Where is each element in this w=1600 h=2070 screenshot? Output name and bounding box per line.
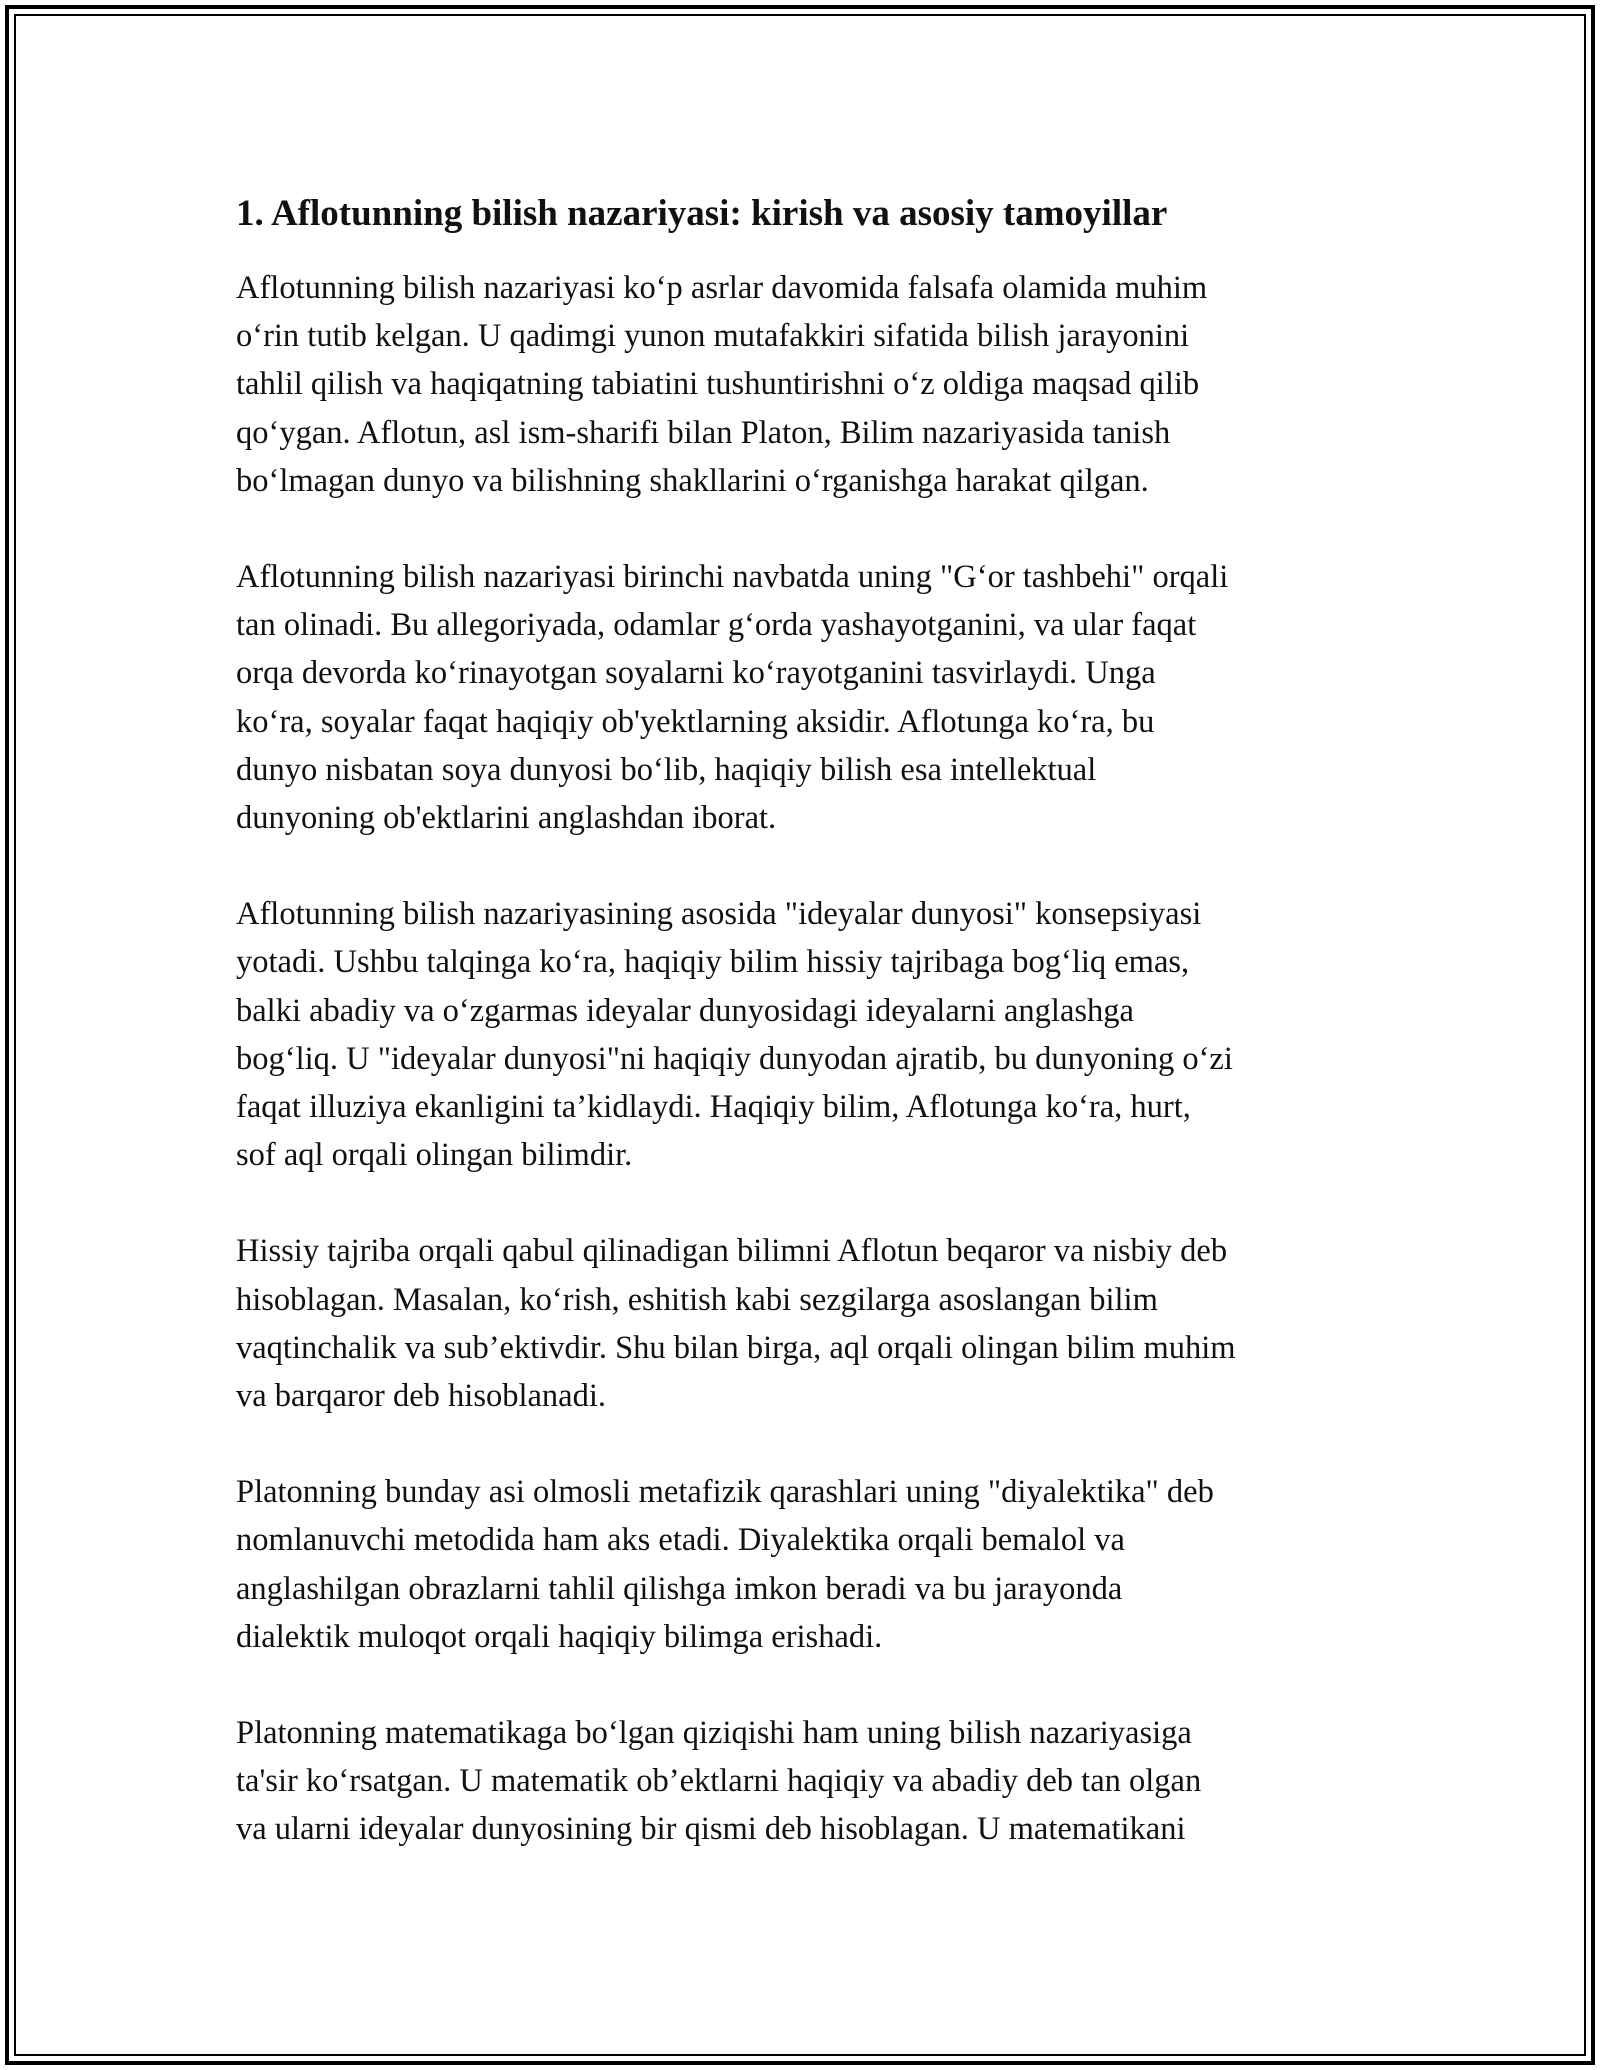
text-line: Platonning bunday asi olmosli metafizik qarashlari uning "diyalektika" deb — [236, 1474, 1214, 1511]
text-line: hisoblagan. Masalan, ko‘rish, eshitish kabi sezgilarga asoslangan bilim — [236, 1281, 1158, 1318]
text-line: ko‘ra, soyalar faqat haqiqiy ob'yektlarning aksidir. Aflotunga ko‘ra, bu — [236, 703, 1155, 740]
text-line: o‘rin tutib kelgan. U qadimgi yunon mutafakkiri sifatida bilish jarayonini — [236, 318, 1190, 355]
paragraph-3 — [236, 890, 1376, 1179]
text-line: Platonning matematikaga bo‘lgan qiziqishi ham uning bilish nazariyasiga — [236, 1715, 1192, 1752]
text-line: Aflotunning bilish nazariyasi ko‘p asrlar davomida falsafa olamida muhim — [236, 270, 1208, 306]
text-line: tan olinadi. Bu allegoriyada, odamlar g‘orda yashayotganini, va ular faqat — [236, 607, 1197, 644]
text-line: dunyoning ob'ektlarini anglashdan iborat. — [236, 800, 777, 837]
text-line: bo‘lmagan dunyo va bilishning shakllarini o‘rganishga harakat qilgan. — [236, 462, 1149, 499]
text-line: tahlil qilish va haqiqatning tabiatini tushuntirishni o‘z oldiga maqsad qilib — [236, 366, 1200, 403]
text-line: anglashilgan obrazlarni tahlil qilishga imkon beradi va bu jarayonda — [236, 1570, 1123, 1607]
paragraph-4 — [236, 1227, 1376, 1420]
text-line: sof aql orqali olingan bilimdir. — [236, 1137, 633, 1174]
paragraph-5 — [236, 1468, 1376, 1661]
text-line: Aflotunning bilish nazariyasining asosida "ideyalar dunyosi" konsepsiyasi — [236, 896, 1202, 933]
text-line: dunyo nisbatan soya dunyosi bo‘lib, haqiqiy bilish esa intellektual — [236, 751, 1097, 788]
text-line: va ularni ideyalar dunyosining bir qismi deb hisoblagan. U matematikani — [236, 1811, 1186, 1848]
text-line: Aflotunning bilish nazariyasi birinchi navbatda uning "G‘or tashbehi" orqali — [236, 559, 1229, 596]
text-line: qo‘ygan. Aflotun, asl ism-sharifi bilan Platon, Bilim nazariyasida tanish — [236, 414, 1171, 451]
text-line: faqat illuziya ekanligini ta’kidlaydi. Haqiqiy bilim, Aflotunga ko‘ra, hurt, — [236, 1089, 1191, 1126]
paragraph-6 — [236, 1709, 1376, 1854]
section-heading: 1. Aflotunning bilish nazariyasi: kirish va asosiy tamoyillar — [236, 193, 1168, 234]
text-line: va barqaror deb hisoblanadi. — [236, 1378, 607, 1415]
text-line: balki abadiy va o‘zgarmas ideyalar dunyosidagi ideyalarni anglashga — [236, 992, 1134, 1029]
document-body — [236, 186, 1376, 1902]
paragraph-2 — [236, 553, 1376, 842]
text-line: ta'sir ko‘rsatgan. U matematik ob’ektlarni haqiqiy va abadiy deb tan olgan — [236, 1763, 1202, 1800]
text-line: Hissiy tajriba orqali qabul qilinadigan bilimni Aflotun beqaror va nisbiy deb — [236, 1233, 1228, 1270]
text-line: bog‘liq. U "ideyalar dunyosi"ni haqiqiy dunyodan ajratib, bu dunyoning o‘zi — [236, 1040, 1233, 1077]
text-line: vaqtinchalik va sub’ektivdir. Shu bilan birga, aql orqali olingan bilim muhim — [236, 1329, 1236, 1366]
paragraph-1 — [236, 264, 1376, 505]
text-line: yotadi. Ushbu talqinga ko‘ra, haqiqiy bilim hissiy tajribaga bog‘liq emas, — [236, 944, 1190, 981]
text-line: nomlanuvchi metodida ham aks etadi. Diyalektika orqali bemalol va — [236, 1522, 1125, 1559]
text-line: dialektik muloqot orqali haqiqiy bilimga erishadi. — [236, 1618, 883, 1655]
text-line: orqa devorda ko‘rinayotgan soyalarni ko‘rayotganini tasvirlaydi. Unga — [236, 655, 1156, 692]
